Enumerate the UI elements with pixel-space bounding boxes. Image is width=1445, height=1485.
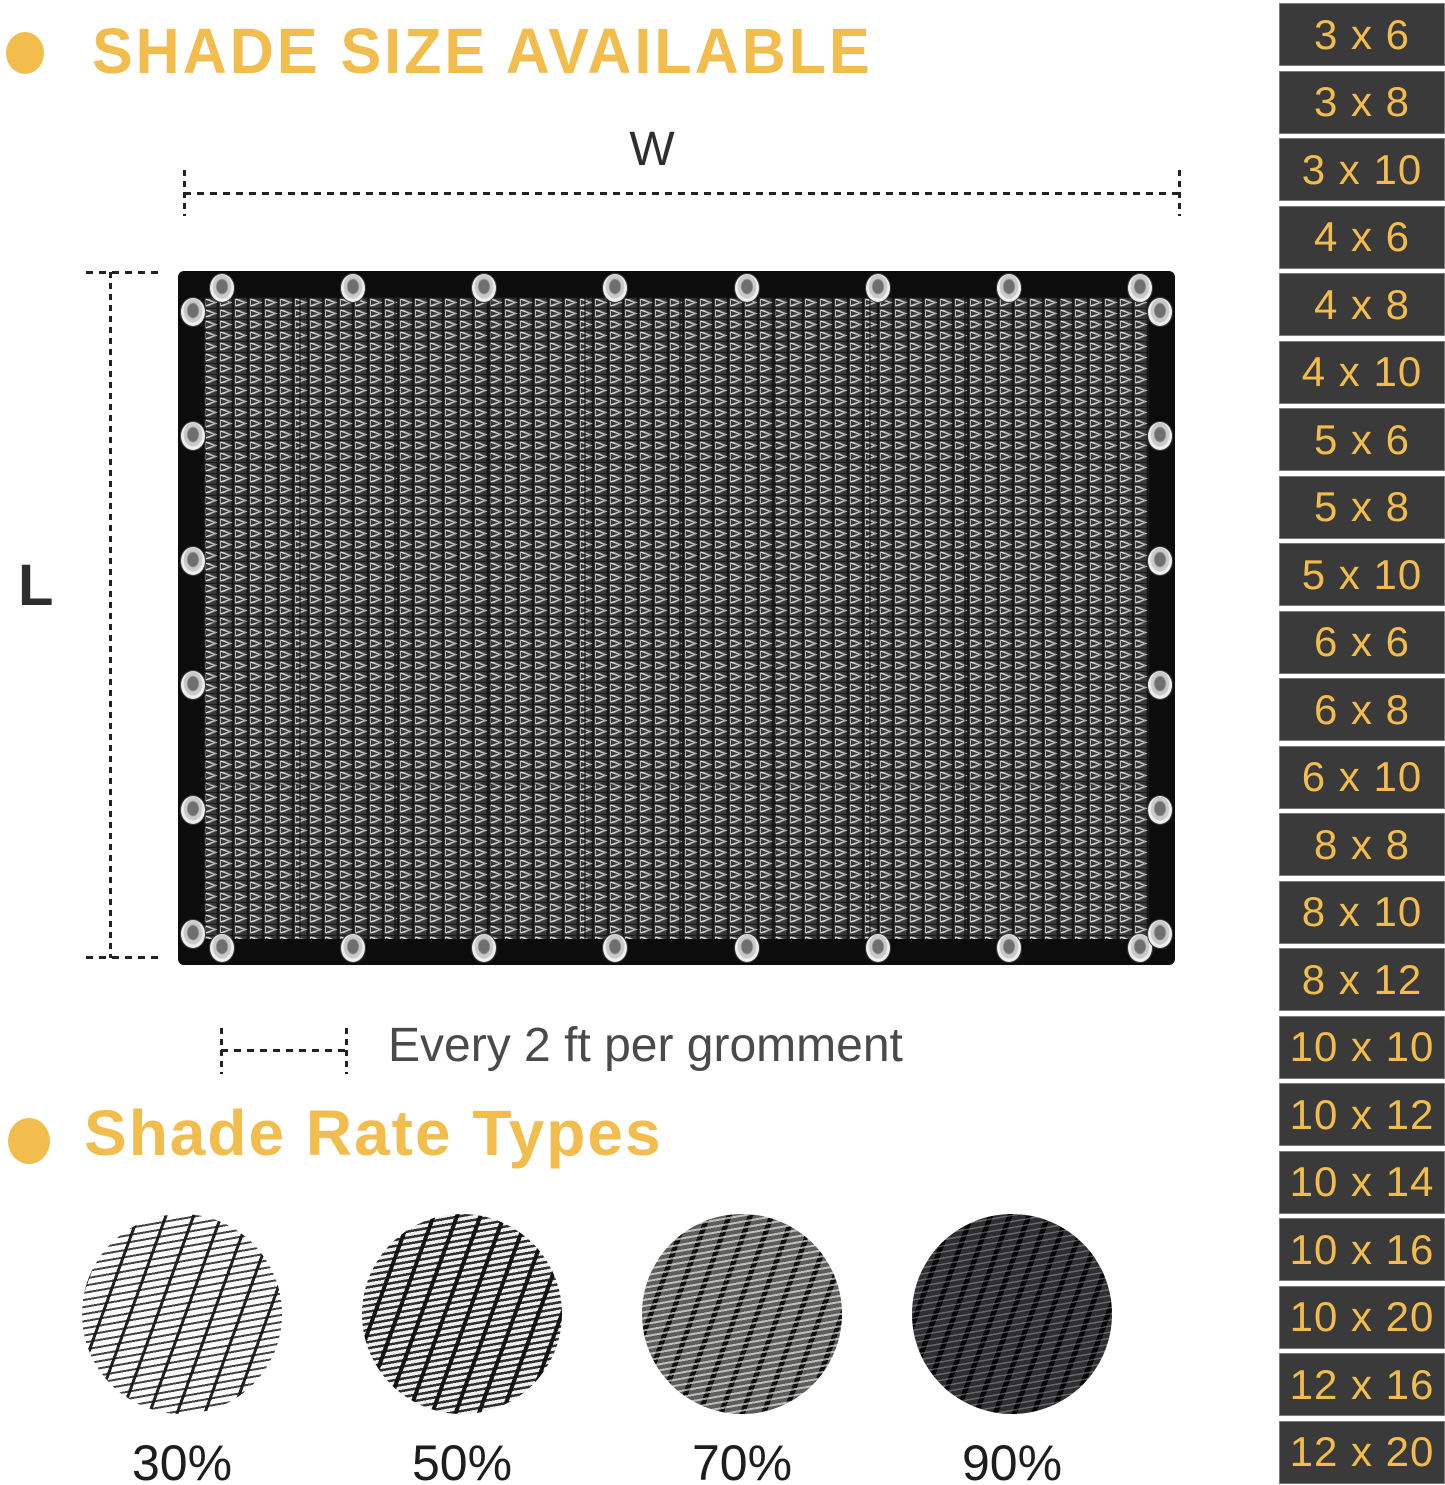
size-label: 10 x 16 [1289, 1225, 1435, 1273]
shade-rate-percent: 90% [961, 1435, 1063, 1485]
size-box [1279, 543, 1445, 606]
size-label: 8 x 12 [1301, 955, 1423, 1003]
grommet [340, 933, 366, 963]
size-box [1279, 948, 1445, 1011]
note-dim-right-tick [345, 1028, 348, 1074]
shade-rate-swatch-70 [642, 1214, 842, 1414]
grommet [602, 933, 628, 963]
grommet [1147, 795, 1173, 825]
size-box [1279, 881, 1445, 944]
grommet [1147, 546, 1173, 576]
size-box [1279, 476, 1445, 539]
size-box [1279, 813, 1445, 876]
size-label: 5 x 10 [1301, 550, 1423, 598]
size-box [1279, 3, 1445, 66]
note-dim-line [221, 1049, 345, 1052]
size-box [1279, 678, 1445, 741]
size-label: 10 x 14 [1289, 1158, 1435, 1205]
grommet [471, 933, 497, 963]
size-box [1279, 1286, 1445, 1349]
grommet [180, 297, 206, 327]
size-box [1279, 746, 1445, 809]
size-box [1279, 611, 1445, 674]
grommet [209, 273, 235, 303]
size-label: 4 x 6 [1313, 213, 1411, 260]
grommet [180, 795, 206, 825]
bullet-icon [8, 1118, 50, 1164]
size-label: 3 x 8 [1313, 78, 1411, 125]
size-list [1279, 3, 1445, 1482]
grommet [734, 273, 760, 303]
grommet [996, 273, 1022, 303]
size-box [1279, 1218, 1445, 1281]
size-box [1279, 1016, 1445, 1079]
size-box [1279, 341, 1445, 404]
grommet [209, 933, 235, 963]
shade-net [178, 271, 1175, 965]
grommet-spacing-note: Every 2 ft per gromment [388, 1019, 903, 1072]
grommet [865, 273, 891, 303]
size-label: 12 x 16 [1289, 1360, 1435, 1408]
size-label: 12 x 20 [1289, 1428, 1435, 1475]
size-label: 5 x 6 [1313, 415, 1411, 463]
width-dim-line [184, 192, 1180, 195]
shade-size-title: SHADE SIZE AVAILABLE [92, 15, 873, 87]
grommet [734, 933, 760, 963]
size-label: 4 x 8 [1313, 280, 1411, 328]
shade-rate-percent: 70% [691, 1435, 793, 1485]
size-label: 4 x 10 [1301, 348, 1423, 395]
shade-rate-swatch-50 [362, 1214, 562, 1414]
shade-rate-percent: 50% [411, 1435, 513, 1485]
grommet [1147, 670, 1173, 700]
grommet [996, 933, 1022, 963]
grommet [1147, 297, 1173, 327]
size-box [1279, 1421, 1445, 1484]
size-box [1279, 1353, 1445, 1416]
size-box [1279, 138, 1445, 201]
shade-rate-swatch-90 [912, 1214, 1112, 1414]
length-dim-line [109, 272, 112, 958]
grommet [1127, 273, 1153, 303]
size-box [1279, 1083, 1445, 1146]
size-label: 10 x 10 [1289, 1023, 1435, 1070]
shade-rate-title: Shade Rate Types [84, 1097, 663, 1169]
length-dimension-label: L [18, 553, 54, 618]
size-box [1279, 273, 1445, 336]
size-label: 10 x 12 [1289, 1090, 1435, 1138]
grommet [180, 919, 206, 949]
grommet [340, 273, 366, 303]
shade-rate-percent: 30% [131, 1435, 233, 1485]
grommet [180, 421, 206, 451]
length-dim-top-tick [86, 271, 162, 274]
size-label: 3 x 10 [1301, 145, 1423, 193]
grommet [865, 933, 891, 963]
size-box [1279, 408, 1445, 471]
length-dim-bottom-tick [86, 956, 162, 959]
size-label: 3 x 6 [1313, 10, 1411, 58]
size-label: 5 x 8 [1313, 483, 1411, 530]
size-label: 6 x 10 [1301, 753, 1423, 800]
size-box [1279, 206, 1445, 269]
mesh-texture [204, 297, 1149, 939]
size-box [1279, 71, 1445, 134]
size-label: 8 x 10 [1301, 888, 1423, 935]
grommet [1147, 421, 1173, 451]
size-label: 6 x 6 [1313, 618, 1411, 665]
shade-net-mesh [204, 297, 1149, 939]
shade-rate-swatch-30 [82, 1214, 282, 1414]
size-label: 6 x 8 [1313, 685, 1411, 733]
grommet [1147, 919, 1173, 949]
width-dimension-label: W [629, 123, 675, 176]
size-label: 8 x 8 [1313, 820, 1411, 868]
grommet [180, 670, 206, 700]
size-box [1279, 1151, 1445, 1214]
size-label: 10 x 20 [1289, 1293, 1435, 1340]
grommet [180, 546, 206, 576]
bullet-icon [6, 32, 44, 74]
